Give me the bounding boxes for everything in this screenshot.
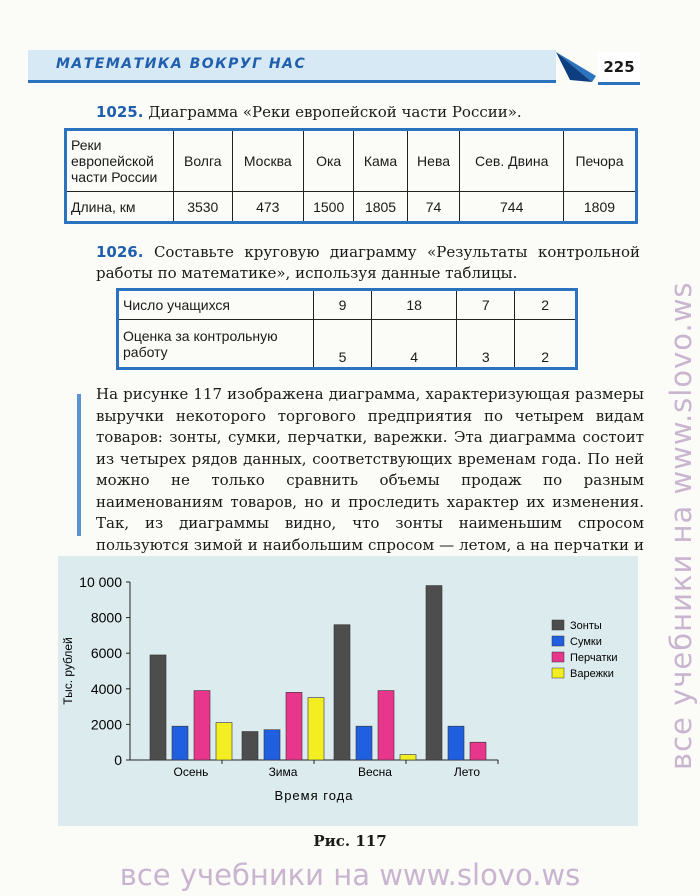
table-cell: 2 xyxy=(515,320,577,369)
header-title: МАТЕМАТИКА ВОКРУГ НАС xyxy=(56,56,307,72)
legend-swatch xyxy=(552,636,564,646)
bar-Зонты xyxy=(426,586,442,760)
table-header-cell: Реки европейской части России xyxy=(66,130,174,192)
bar-Зонты xyxy=(150,655,166,760)
x-tick-label: Лето xyxy=(453,765,481,779)
bar-chart xyxy=(58,556,638,826)
table-cell: Ока xyxy=(303,130,353,192)
bar-Сумки xyxy=(264,730,280,760)
table-cell: Москва xyxy=(232,130,303,192)
page-number: 225 xyxy=(598,52,640,85)
table-cell: Нева xyxy=(407,130,460,192)
table-cell: Сев. Двина xyxy=(460,130,564,192)
legend-swatch xyxy=(552,668,564,678)
table-header-cell: Число учащихся xyxy=(118,290,314,320)
y-tick-label: 2000 xyxy=(90,716,122,733)
bar-Зонты xyxy=(242,732,258,760)
body-paragraph: На рисунке 117 изображена диаграмма, характеризующая размеры выручки некоторого торгового предприятия по четырем видам товаров: зонты, сумки, перчатки, варежки. Эта диаграмма состоит из четырех рядов данных, соответствующих временам года. По ней можно не только сравнить объемы продаж по разным наименованиям товаров, но и проследить характер их изменения. Так, из диаграммы видно, что зонты наименьшим спросом пользуются зимой и наибольшим спросом — летом, а на перчатки и xyxy=(96,385,644,554)
problem-text: Составьте круговую диаграмму «Результаты контрольной работы по математике», используя данные таблицы. xyxy=(96,243,640,282)
bar-Варежки xyxy=(216,723,232,760)
bar-Варежки xyxy=(400,755,416,760)
grades-table xyxy=(116,288,578,370)
bar-Перчатки xyxy=(378,691,394,760)
table-cell: 1805 xyxy=(354,192,407,223)
problem-number: 1025. xyxy=(96,103,144,121)
table-header-cell: Оценка за контрольную работу xyxy=(118,320,314,369)
table-cell: 18 xyxy=(372,290,457,320)
y-axis-label: Тыс. рублей xyxy=(61,637,75,705)
bar-Сумки xyxy=(448,726,464,760)
legend-label: Перчатки xyxy=(570,652,618,664)
table-cell: 3530 xyxy=(174,192,233,223)
table-cell: Волга xyxy=(174,130,233,192)
table-cell: 4 xyxy=(372,320,457,369)
y-tick-label: 6000 xyxy=(90,645,122,662)
chart-area xyxy=(58,556,638,826)
table-cell: 9 xyxy=(314,290,372,320)
page-header xyxy=(28,50,640,82)
header-bar xyxy=(28,50,556,83)
table-cell: 744 xyxy=(460,192,564,223)
table-cell: Кама xyxy=(354,130,407,192)
problem-text: Диаграмма «Реки европейской части России». xyxy=(148,103,522,121)
y-tick-label: 0 xyxy=(114,752,122,768)
problem-number: 1026. xyxy=(96,243,144,261)
table-cell: 2 xyxy=(515,290,577,320)
table-cell: 1809 xyxy=(563,192,636,223)
table-cell: 473 xyxy=(232,192,303,223)
bar-Сумки xyxy=(172,726,188,760)
table-cell: 74 xyxy=(407,192,460,223)
bottom-watermark: все учебники на www.slovo.ws xyxy=(119,858,581,892)
legend-label: Сумки xyxy=(570,636,602,648)
x-tick-label: Зима xyxy=(268,765,298,779)
bar-Варежки xyxy=(308,698,324,760)
table-cell: 3 xyxy=(457,320,515,369)
pen-icon xyxy=(552,50,600,84)
table-header-cell: Длина, км xyxy=(66,192,174,223)
y-tick-label: 4000 xyxy=(90,680,122,697)
table-cell: 1500 xyxy=(303,192,353,223)
x-tick-label: Весна xyxy=(358,765,392,779)
legend-label: Варежки xyxy=(570,668,614,680)
table-cell: Печора xyxy=(563,130,636,192)
legend-swatch xyxy=(552,620,564,630)
legend-swatch xyxy=(552,652,564,662)
side-watermark: все учебники на www.slovo.ws xyxy=(664,281,698,770)
problem-1026 xyxy=(96,242,640,284)
bar-Сумки xyxy=(356,726,372,760)
bar-Перчатки xyxy=(286,692,302,760)
legend-label: Зонты xyxy=(570,620,602,632)
bar-Перчатки xyxy=(194,691,210,760)
bar-Перчатки xyxy=(470,742,486,760)
bar-Зонты xyxy=(334,625,350,760)
table-cell: 7 xyxy=(457,290,515,320)
rivers-table xyxy=(64,128,638,224)
y-tick-label: 8000 xyxy=(90,609,122,626)
x-tick-label: Осень xyxy=(173,765,209,779)
x-axis-label: Время года xyxy=(274,788,354,803)
table-cell: 5 xyxy=(314,320,372,369)
problem-1025 xyxy=(96,102,636,123)
y-tick-label: 10 000 xyxy=(79,574,122,590)
margin-line xyxy=(77,394,81,536)
figure-caption: Рис. 117 xyxy=(313,832,387,850)
